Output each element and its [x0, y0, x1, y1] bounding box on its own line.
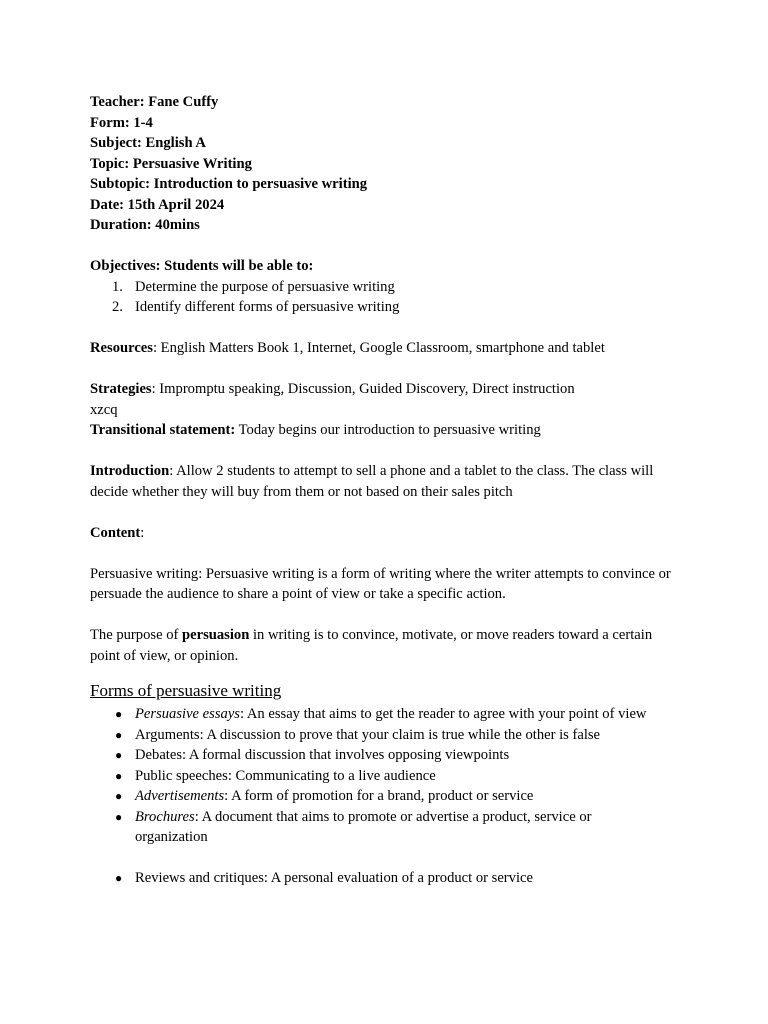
strategies-line [90, 379, 690, 400]
content-line [90, 523, 690, 544]
form-item [90, 766, 690, 787]
lesson-plan-page [90, 92, 690, 889]
objective-text: Identify different forms of persuasive writing [135, 299, 400, 315]
form-desc: : An essay that aims to get the reader to agree with your point of view [239, 706, 647, 722]
stray-text: xzcq [90, 401, 118, 418]
objectives-list [90, 277, 690, 318]
form-desc: : A discussion to prove that your claim is true while the other is false [199, 726, 601, 743]
form-term: Advertisements [135, 788, 225, 804]
teacher-line: Teacher: Fane Cuffy [90, 94, 219, 110]
topic-line: Topic: Persuasive Writing [90, 155, 252, 172]
introduction-paragraph [90, 461, 680, 502]
strategies-label: Strategies [90, 381, 152, 397]
bullet-icon: ● [115, 789, 123, 803]
form-desc: : A document that aims to promote or advertise a product, service or organization [135, 808, 592, 845]
form-term: Persuasive essays [135, 706, 240, 722]
form-item [90, 704, 690, 725]
introduction-label: Introduction [90, 463, 170, 479]
strategies-text: : Impromptu speaking, Discussion, Guided Discovery, Direct instruction [151, 381, 575, 397]
objective-item [90, 277, 690, 298]
form-item [90, 745, 690, 766]
content-label: Content [90, 524, 141, 541]
bullet-icon: ● [115, 748, 123, 762]
duration-line: Duration: 40mins [90, 217, 200, 233]
definition-paragraph: Persuasive writing: Persuasive writing is a form of writing where the writer attempts to convince or persuade the audience to share a point of view or take a specific action. [90, 565, 671, 602]
form-item [90, 725, 690, 746]
form-desc: : A formal discussion that involves opposing viewpoints [182, 747, 510, 763]
subtopic-line: Subtopic: Introduction to persuasive writing [90, 176, 368, 192]
transitional-text: Today begins our introduction to persuasive writing [235, 422, 541, 438]
form-term: Reviews and critiques [135, 870, 264, 886]
form-item [90, 807, 655, 848]
objective-number: 2. [112, 299, 123, 315]
subject-line: Subject: English A [90, 135, 206, 151]
objective-text: Determine the purpose of persuasive writing [135, 278, 395, 295]
list-spacer [90, 848, 690, 869]
form-term: Brochures [135, 808, 195, 825]
transitional-label: Transitional statement: [90, 422, 236, 438]
objectives-heading: Objectives: Students will be able to: [90, 258, 314, 274]
bullet-icon: ● [115, 809, 123, 824]
form-term: Debates [135, 747, 183, 763]
transitional-line [90, 420, 690, 441]
bullet-icon: ● [115, 727, 123, 742]
bullet-icon: ● [115, 768, 123, 783]
date-line: Date: 15th April 2024 [90, 196, 225, 213]
introduction-text: : Allow 2 students to attempt to sell a phone and a tablet to the class. The class will decide whether they will buy from them or not based on their sales pitch [90, 463, 654, 500]
form-item [90, 868, 690, 889]
form-desc: : A form of promotion for a brand, product or service [224, 788, 534, 804]
resources-text: : English Matters Book 1, Internet, Google Classroom, smartphone and tablet [152, 340, 605, 356]
resources-label: Resources [90, 340, 153, 356]
form-line: Form: 1-4 [90, 114, 153, 131]
form-desc: : A personal evaluation of a product or service [263, 870, 533, 886]
content-colon: : [140, 524, 145, 541]
bullet-icon: ● [115, 871, 123, 885]
purpose-bold: persuasion [182, 627, 250, 643]
bullet-icon: ● [115, 707, 123, 721]
form-term: Arguments [135, 726, 200, 743]
form-desc: : Communicating to a live audience [227, 767, 436, 784]
resources-line [90, 338, 690, 359]
forms-list [90, 704, 690, 889]
forms-heading: Forms of persuasive writing [90, 681, 282, 700]
objective-number: 1. [112, 278, 123, 295]
purpose-paragraph [90, 625, 680, 666]
form-item [90, 786, 690, 807]
form-term: Public speeches [135, 767, 228, 784]
purpose-before: The purpose of [90, 627, 182, 643]
purpose-after: in writing is to convince, motivate, or move readers toward a certain point of view, or opinion. [90, 627, 653, 664]
objective-item [90, 297, 690, 318]
